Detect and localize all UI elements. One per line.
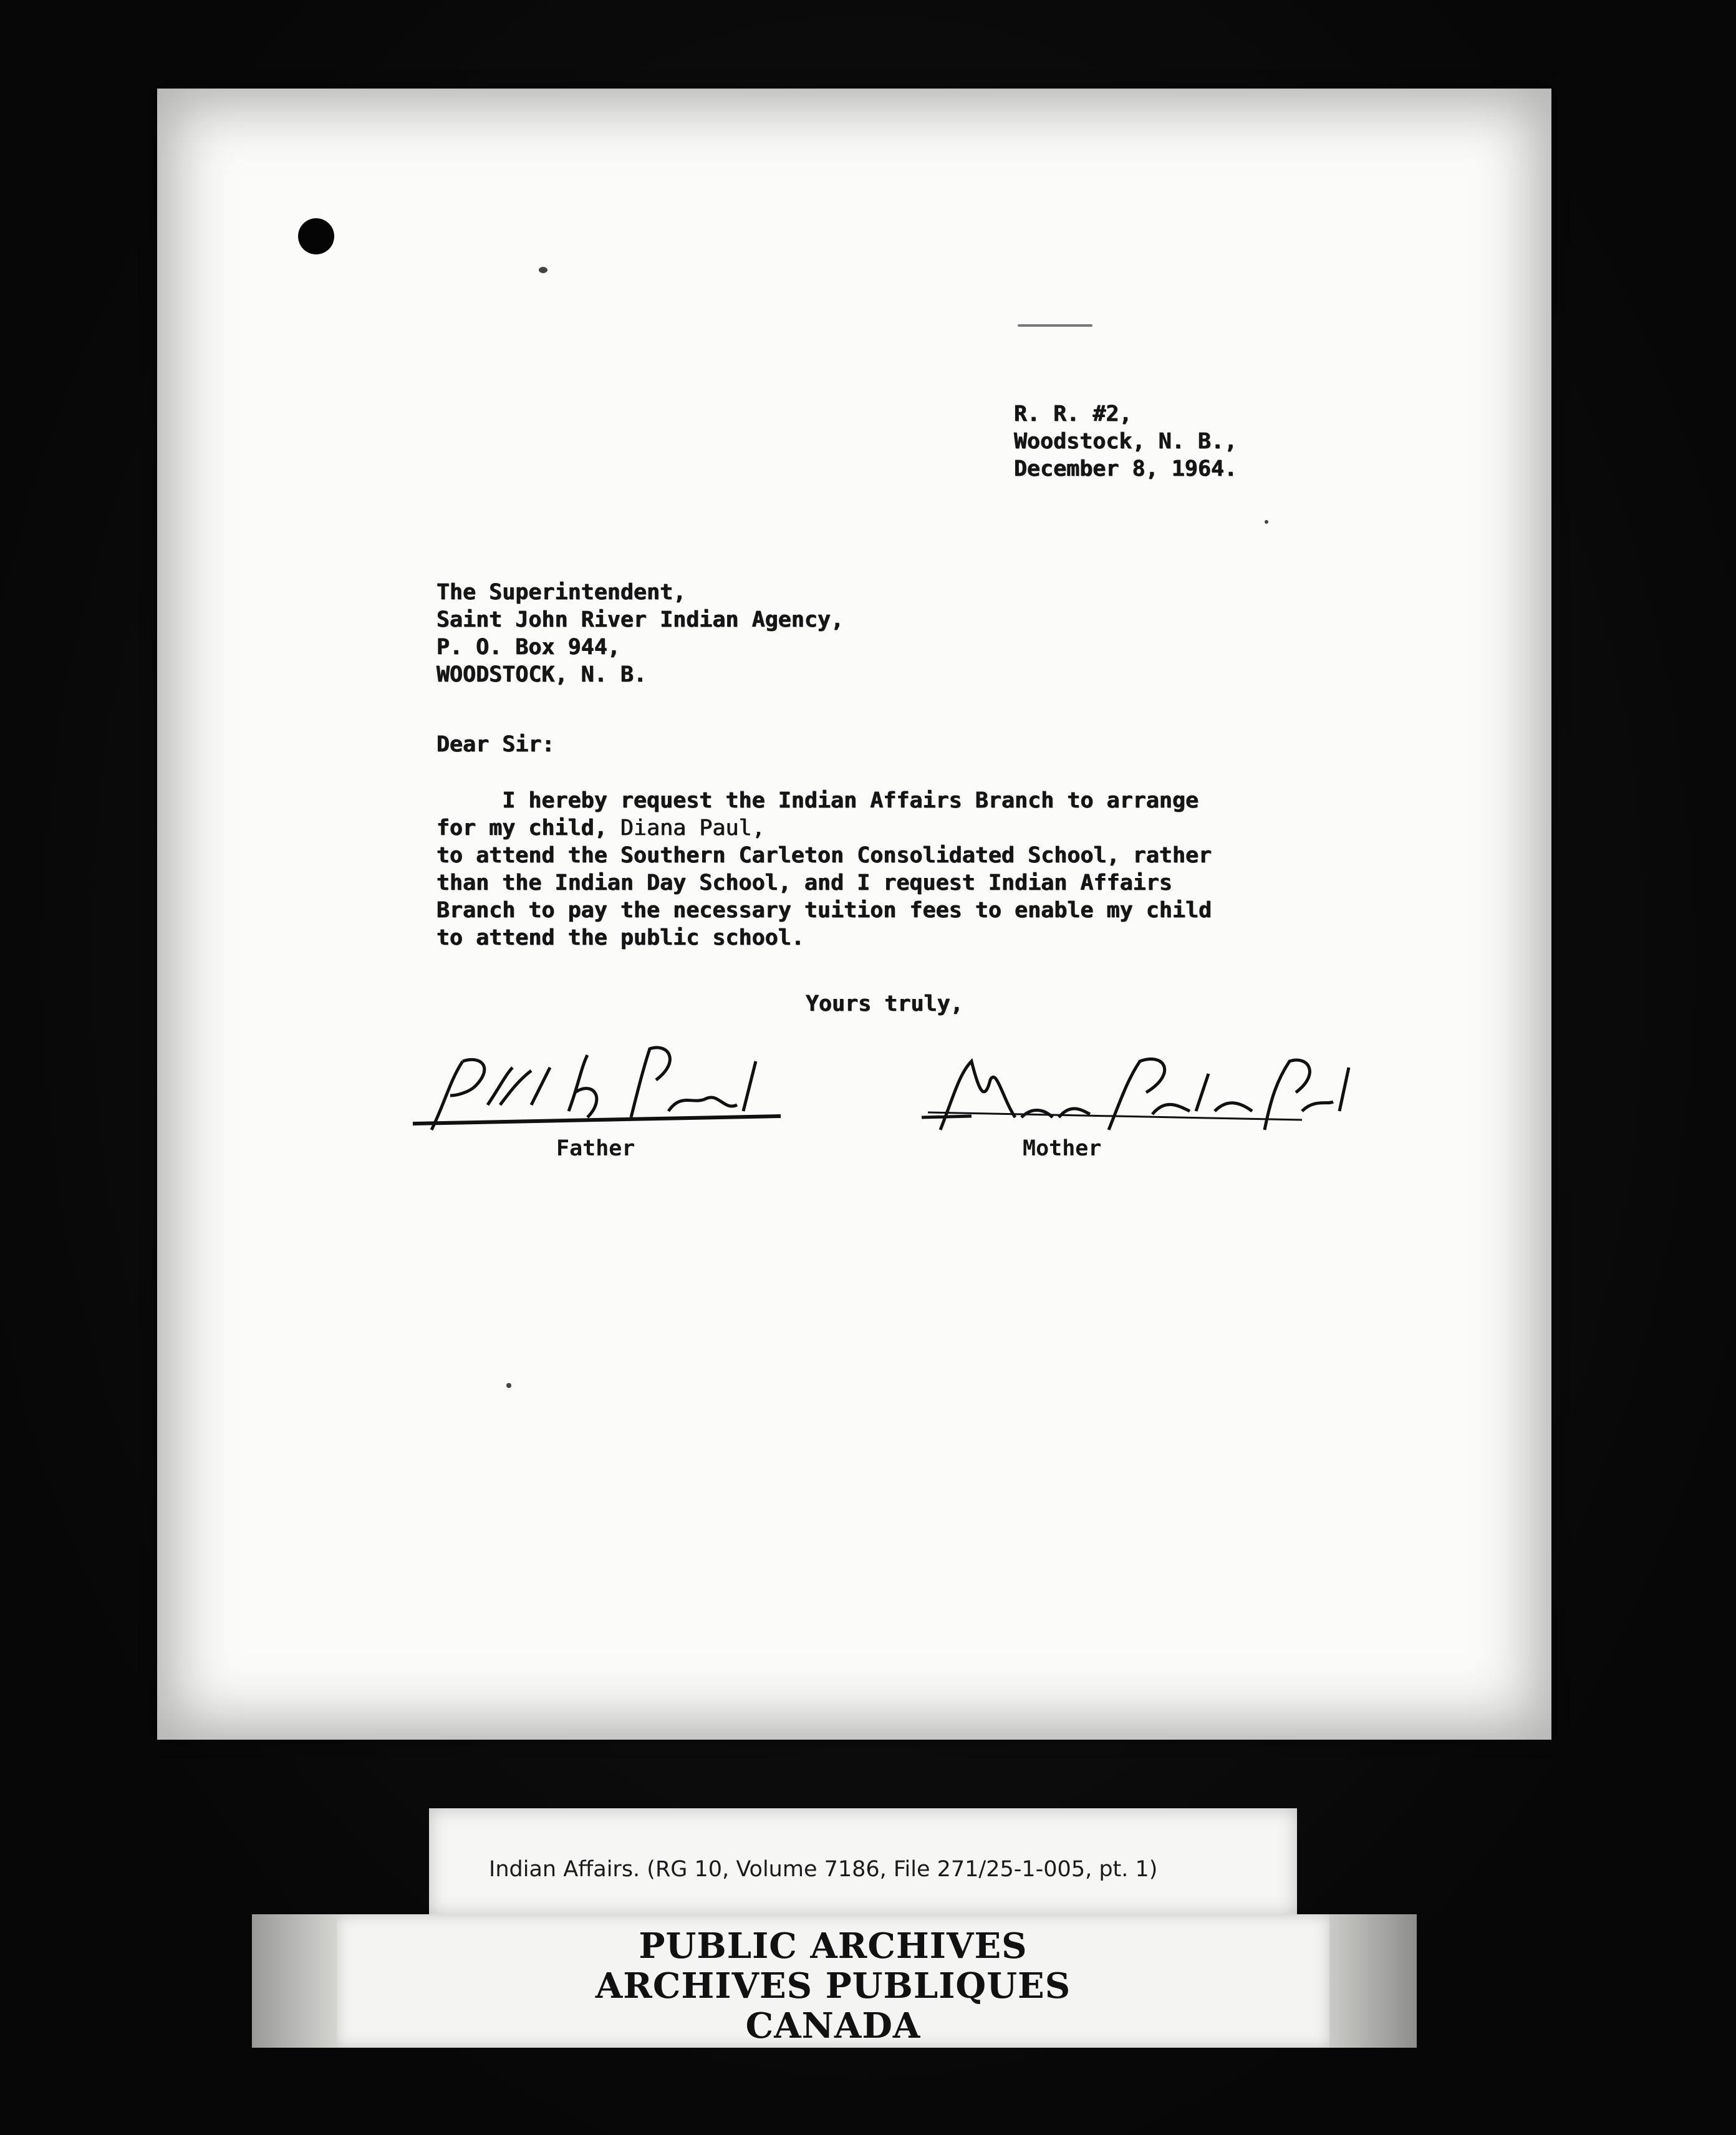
body-line: Branch to pay the necessary tuition fees to enable my child (436, 898, 1212, 923)
body-line: than the Indian Day School, and I request Indian Affairs (436, 870, 1173, 895)
archive-reference: Indian Affairs. (RG 10, Volume 7186, File 271/25-1-005, pt. 1) (489, 1857, 1158, 1882)
body-line-prefix: for my child, (436, 816, 607, 841)
return-address-line: Woodstock, N. B., (1014, 429, 1238, 454)
speck (1018, 324, 1092, 327)
closing: Yours truly, (806, 991, 963, 1016)
archive-caption-card (429, 1808, 1297, 1916)
child-name: Diana Paul, (607, 816, 765, 841)
father-label: Father (556, 1136, 635, 1161)
archives-stamp-band (252, 1914, 1417, 2048)
recipient-address (436, 579, 844, 688)
stamp-line-public-archives: PUBLIC ARCHIVES (639, 1925, 1028, 1967)
mother-label: Mother (1023, 1136, 1102, 1161)
signature-mother (915, 1043, 1352, 1155)
body-line: to attend the Southern Carleton Consolidated School, rather (436, 843, 1212, 868)
speck (1265, 520, 1268, 524)
stamp-line-archives-publiques: ARCHIVES PUBLIQUES (595, 1965, 1071, 2007)
speck (506, 1383, 511, 1388)
return-address (1014, 400, 1237, 483)
recipient-line: Saint John River Indian Agency, (436, 607, 844, 632)
body-line: I hereby request the Indian Affairs Branch to arrange (436, 788, 1199, 813)
salutation: Dear Sir: (436, 732, 555, 757)
speck (539, 267, 547, 273)
recipient-line: The Superintendent, (436, 580, 687, 605)
stamp-line-canada: CANADA (745, 2005, 921, 2046)
recipient-line: P. O. Box 944, (436, 635, 621, 660)
punch-hole (298, 218, 334, 254)
return-address-line: R. R. #2, (1014, 402, 1132, 427)
body-line (436, 814, 1212, 842)
body-line: to attend the public school. (436, 925, 805, 950)
letter-body (436, 787, 1212, 952)
letter-page (157, 89, 1551, 1740)
recipient-line: WOODSTOCK, N. B. (436, 662, 647, 687)
return-address-line: December 8, 1964. (1014, 456, 1238, 481)
signature-father (407, 1036, 793, 1142)
archives-stamp (337, 1914, 1329, 2048)
